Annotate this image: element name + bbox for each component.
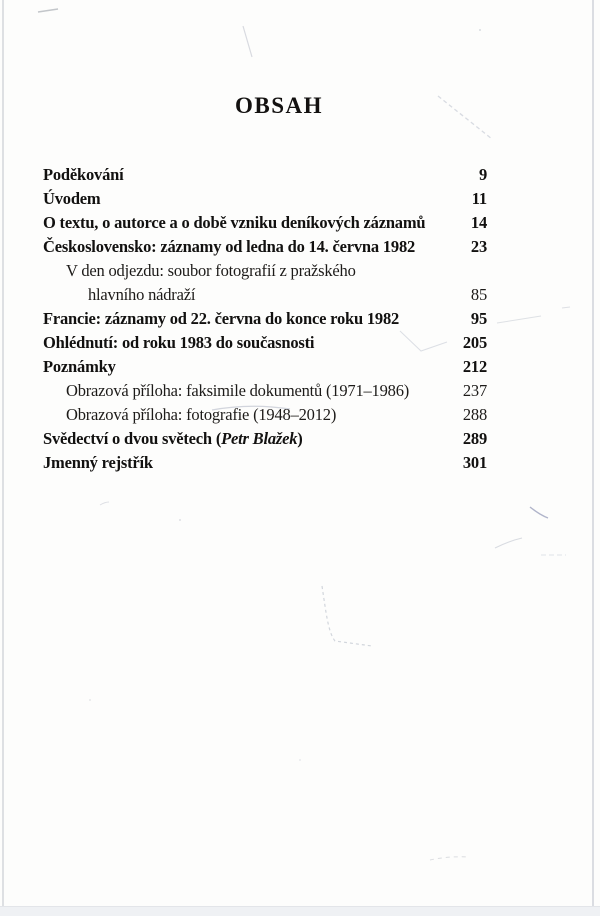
toc-entry-page: 95 [470,309,487,328]
toc-entry-title: Poznámky [43,357,116,376]
toc-entry [43,187,487,211]
toc-entry [43,163,487,187]
table-of-contents [43,163,487,475]
toc-entry-title: Svědectví o dvou světech (Petr Blažek) [43,429,303,448]
toc-entry [43,355,487,379]
toc-entry-title: Jmenný rejstřík [43,453,153,472]
toc-entry-title: V den odjezdu: soubor fotografií z pražského [66,261,356,280]
toc-entry-title: Úvodem [43,189,101,208]
toc-entry-page: 14 [470,213,487,232]
toc-entry [43,307,487,331]
toc-entry [43,331,487,355]
toc-entry-page: 23 [470,237,487,256]
toc-entry-title: hlavního nádraží [88,285,196,304]
toc-entry [43,259,487,283]
page-title: OBSAH [234,93,324,118]
toc-entry-page: 237 [462,381,487,400]
toc-entry-page: 205 [462,333,487,352]
toc-entry-page: 289 [462,429,487,448]
toc-entry-title: O textu, o autorce a o době vzniku deníkových záznamů [43,213,426,232]
toc-entry-page: 9 [478,165,487,184]
toc-entry-page: 85 [470,285,487,304]
page-edge-right [592,0,594,916]
toc-entry [43,283,487,307]
scan-bottom-strip [0,906,600,916]
toc-entry-title: Obrazová příloha: faksimile dokumentů (1971–1986) [66,381,410,400]
toc-entry-page: 11 [471,189,487,208]
toc-entry-title: Ohlédnutí: od roku 1983 do současnosti [43,333,315,352]
toc-entry-page: 212 [462,357,487,376]
toc-entry-title: Francie: záznamy od 22. června do konce roku 1982 [43,309,400,328]
toc-entry [43,211,487,235]
toc-entry [43,403,487,427]
toc-entry [43,451,487,475]
toc-entry [43,235,487,259]
page-edge-left [2,0,4,916]
toc-entry-title: Československo: záznamy od ledna do 14. června 1982 [43,237,416,256]
toc-entry-title: Poděkování [43,165,124,184]
toc-entry [43,379,487,403]
toc-entry-page: 288 [462,405,487,424]
toc-entry-page: 301 [462,453,487,472]
toc-entry-title: Obrazová příloha: fotografie (1948–2012) [66,405,337,424]
toc-entry [43,427,487,451]
